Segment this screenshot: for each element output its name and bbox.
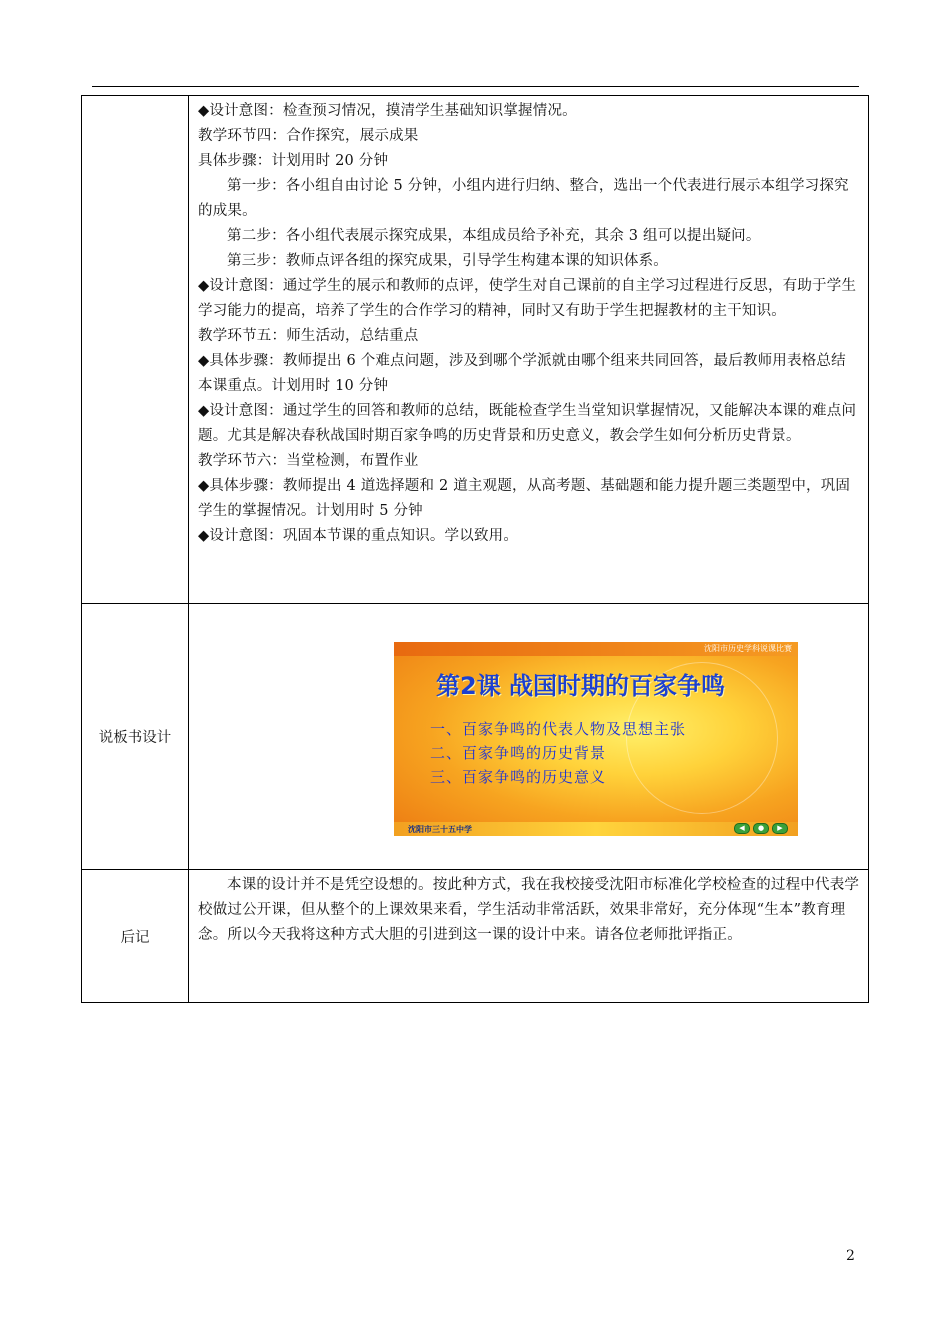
empty-label-cell <box>82 96 189 604</box>
board-design-row <box>82 604 869 870</box>
slide-title: 第2课 战国时期的百家争鸣 <box>436 672 726 700</box>
home-icon: ● <box>753 823 769 834</box>
slide-image <box>394 642 798 836</box>
page-number: 2 <box>846 1248 855 1264</box>
design-intent-line: ◆设计意图：通过学生的回答和教师的总结，既能检查学生当堂知识掌握情况，又能解决本课的难点问题。尤其是解决春秋战国时期百家争鸣的历史背景和历史意义，教会学生如何分析历史背景。 <box>198 403 857 444</box>
section-heading: 教学环节四：合作探究，展示成果 <box>198 128 419 144</box>
teaching-steps-cell <box>189 96 869 604</box>
postscript-cell <box>189 870 869 1003</box>
postscript-label: 后记 <box>82 870 189 1003</box>
steps-line: ◆具体步骤：教师提出 4 道选择题和 2 道主观题，从高考题、基础题和能力提升题三类题型中，巩固学生的掌握情况。计划用时 5 分钟 <box>198 478 851 519</box>
design-intent-line: ◆设计意图：巩固本节课的重点知识。学以致用。 <box>198 528 519 544</box>
steps-line: 具体步骤：计划用时 20 分钟 <box>198 153 389 169</box>
slide-item: 二、百家争鸣的历史背景 <box>430 744 607 762</box>
slide-competition-tag: 沈阳市历史学科说课比赛 <box>704 644 792 653</box>
postscript-row <box>82 870 869 1003</box>
section-heading: 教学环节五：师生活动，总结重点 <box>198 328 419 344</box>
step-line: 第一步：各小组自由讨论 5 分钟，小组内进行归纳、整合，选出一个代表进行展示本组学习探究的成果。 <box>198 178 849 219</box>
board-design-label: 说板书设计 <box>82 604 189 870</box>
steps-line: ◆具体步骤：教师提出 6 个难点问题，涉及到哪个学派就由哪个组来共同回答，最后教师用表格总结本课重点。计划用时 10 分钟 <box>198 353 846 394</box>
postscript-text: 本课的设计并不是凭空设想的。按此种方式，我在我校接受沈阳市标准化学校检查的过程中代表学校做过公开课，但从整个的上课效果来看，学生活动非常活跃，效果非常好，充分体现“生本”教育理念。所以今天我将这种方式大胆的引进到这一课的设计中来。请各位老师批评指正。 <box>198 877 860 943</box>
slide-nav <box>734 823 788 834</box>
board-design-cell <box>189 604 869 870</box>
lesson-plan-table <box>81 95 869 1003</box>
slide-item: 三、百家争鸣的历史意义 <box>430 768 607 786</box>
design-intent-line: ◆设计意图：检查预习情况，摸清学生基础知识掌握情况。 <box>198 103 577 119</box>
slide-school-name: 沈阳市三十五中学 <box>408 825 472 834</box>
step-line: 第二步：各小组代表展示探究成果，本组成员给予补充，其余 3 组可以提出疑问。 <box>227 228 761 244</box>
design-intent-line: ◆设计意图：通过学生的展示和教师的点评，使学生对自己课前的自主学习过程进行反思，有助于学生学习能力的提高，培养了学生的合作学习的精神，同时又有助于学生把握教材的主干知识。 <box>198 278 857 319</box>
section-heading: 教学环节六：当堂检测，布置作业 <box>198 453 419 469</box>
slide-item: 一、百家争鸣的代表人物及思想主张 <box>430 720 687 738</box>
step-line: 第三步：教师点评各组的探究成果，引导学生构建本课的知识体系。 <box>227 253 668 269</box>
header-rule <box>92 86 859 87</box>
next-arrow-icon: ▶ <box>772 823 788 834</box>
teaching-steps-row <box>82 96 869 604</box>
prev-arrow-icon: ◀ <box>734 823 750 834</box>
